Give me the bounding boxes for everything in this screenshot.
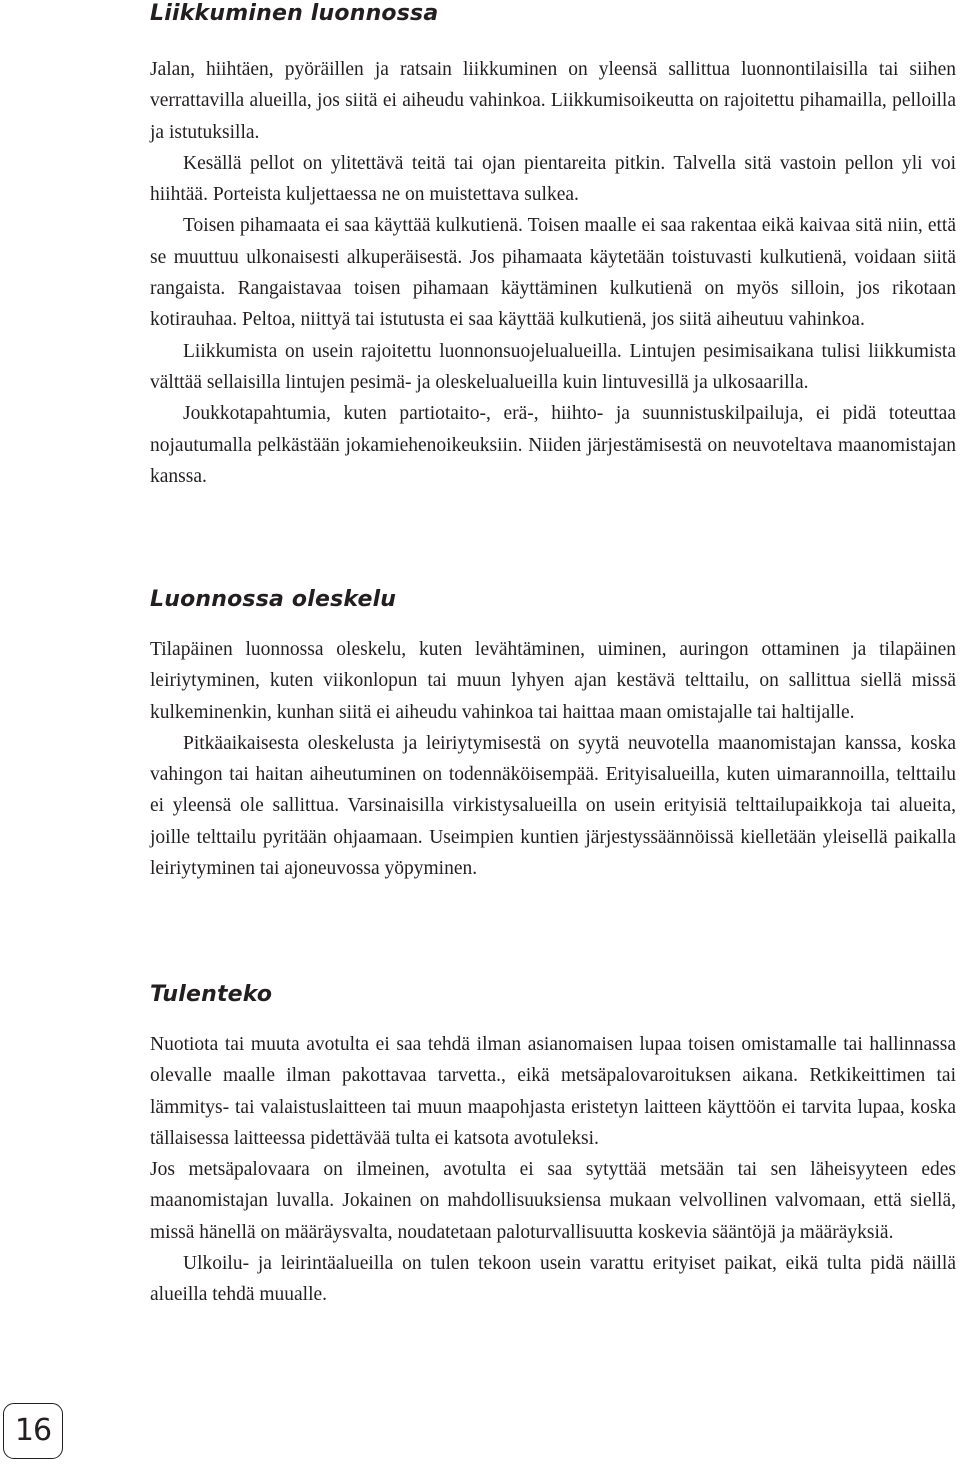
paragraph: Ulkoilu- ja leirintäalueilla on tulen tekoon usein varattu erityiset paikat, eikä tulta pidä näillä alueilla tehdä muualle. [150,1253,956,1306]
section-body-luonnossa-oleskelu [150,634,956,884]
paragraph: Kesällä pellot on ylitettävä teitä tai ojan pientareita pitkin. Talvella sitä vastoin pellon yli voi hiihtää. Porteista kuljettaessa ne on muistettava sulkea. [150,152,956,206]
paragraph: Pitkäaikaisesta oleskelusta ja leiriytymisestä on syytä neuvotella maanomistajan kanssa, koska vahingon tai haitan aiheutuminen on todennäköisempää. Erityisalueilla, kuten uimarannoilla, telttailu ei yleensä ole sallittua. Varsinaisilla virkistysalueilla on usein erityisiä telttailupaikkoja tai alueita, joille telttailu pyritään ohjaamaan. Useimpien kuntien järjestyssäännöissä kielletään yleisellä paikalla leiriytyminen tai ajoneuvossa yöpyminen. [150,732,956,880]
paragraph: Jos metsäpalovaara on ilmeinen, avotulta ei saa sytyttää metsään tai sen läheisyyteen edes maanomistajan luvalla. Jokainen on mahdollisuuksiensa mukaan velvollinen valvomaan, että siellä, missä hänellä on määräysvalta, noudatetaan paloturvallisuutta koskevia sääntöjä ja määräyksiä. [150,1159,956,1243]
section-heading-tulenteko: Tulenteko [150,982,273,1007]
paragraph: Liikkumista on usein rajoitettu luonnonsuojelualueilla. Lintujen pesimisaikana tulisi liikkumista välttää sellaisilla lintujen pesimä- ja oleskelualueilla kuin lintuvesillä ja ulkosaarilla. [150,340,956,393]
paragraph: Joukkotapahtumia, kuten partiotaito-, erä-, hiihto- ja suunnistuskilpailuja, ei pidä toteuttaa nojautumalla pelkästään jokamiehenoikeuksiin. Niiden järjestämisestä on neuvoteltava maanomistajan kanssa. [150,403,956,487]
section-body-liikkuminen [150,54,956,492]
paragraph: Jalan, hiihtäen, pyöräillen ja ratsain liikkuminen on yleensä sallittua luonnontilaisilla tai siihen verrattavilla alueilla, jos siitä ei aiheudu vahinkoa. Liikkumisoikeutta on rajoitettu pihamailla, pelloilla ja istutuksilla. [150,59,956,143]
section-body-tulenteko [150,1029,956,1311]
paragraph: Nuotiota tai muuta avotulta ei saa tehdä ilman asianomaisen lupaa toisen omistamalle tai hallinnassa olevalle maalle ilman pakottavaa tarvetta., eikä metsäpalovaroituksen aikana. Retkikeittimen tai lämmitys- tai valaistuslaitteen tai muun maapohjasta eristetyn laitteen käyttöön ei tarvita lupaa, koska tällaisessa laitteessa pidettävää tulta ei katsota avotuleksi. [150,1034,956,1149]
paragraph: Tilapäinen luonnossa oleskelu, kuten levähtäminen, uiminen, auringon ottaminen ja tilapäinen leiriytyminen, kuten viikonlopun tai muun lyhyen ajan kestävä telttailu, on sallittua siellä missä kulkeminenkin, kunhan siitä ei aiheudu vahinkoa tai haittaa maan omistajalle tai haltijalle. [150,639,956,723]
section-heading-liikkuminen: Liikkuminen luonnossa [150,1,439,26]
paragraph: Toisen pihamaata ei saa käyttää kulkutienä. Toisen maalle ei saa rakentaa eikä kaivaa sitä niin, että se muuttuu ulkonaisesti alkuperäisestä. Jos pihamaata käytetään toistuvasti kulkutienä, voidaan siitä rangaista. Rangaistavaa toisen pihamaan käyttäminen kulkutienä on myös silloin, jos rikotaan kotirauhaa. Peltoa, niittyä tai istutusta ei saa käyttää kulkutienä, jos siitä aiheutuu vahinkoa. [150,215,956,331]
page-number-box [3,1403,63,1459]
section-heading-luonnossa-oleskelu: Luonnossa oleskelu [150,587,397,612]
page-number: 16 [14,1413,52,1448]
